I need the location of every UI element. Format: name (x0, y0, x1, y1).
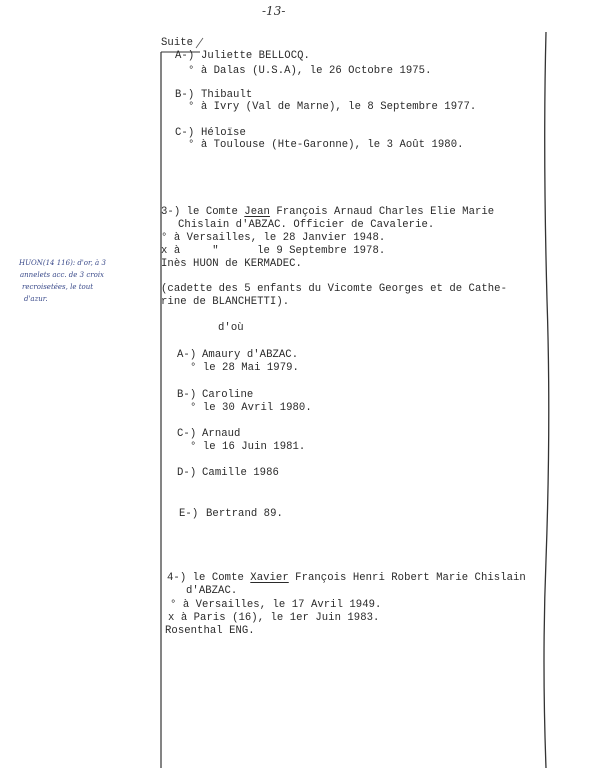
child-c-label: C-) (175, 127, 195, 139)
e3-child-a-birth: ° le 28 Mai 1979. (190, 362, 299, 374)
entry4-birth: ° à Versailles, le 17 Avril 1949. (170, 599, 382, 611)
e3-child-b-birth: ° le 30 Avril 1980. (190, 402, 312, 414)
entry3-prefix: 3-) le Comte (161, 206, 245, 218)
child-b-label: B-) (175, 89, 195, 101)
e3-child-a-label: A-) (177, 349, 197, 361)
entry4-spouse: Rosenthal ENG. (165, 625, 255, 637)
entry3-spouse: Inès HUON de KERMADEC. (161, 258, 302, 270)
e3-child-b-label: B-) (177, 389, 197, 401)
child-c-name: Héloïse (201, 127, 246, 139)
page-number: -13- (262, 4, 286, 18)
entry3-note-line1: (cadette des 5 enfants du Vicomte Georges et de Cathe- (161, 283, 507, 295)
entry4-line1 (167, 572, 526, 585)
child-c-birth: ° à Toulouse (Hte-Garonne), le 3 Août 1980. (188, 139, 464, 151)
entry4-marriage: x à Paris (16), le 1er Juin 1983. (168, 612, 380, 624)
child-a-birth: ° à Dalas (U.S.A), le 26 Octobre 1975. (188, 65, 432, 77)
child-a-name: Juliette BELLOCQ. (201, 50, 310, 62)
margin-note-line3: recroisetées, le tout (22, 283, 94, 291)
suite-header: Suite (161, 37, 194, 49)
entry4-line2: d'ABZAC. (186, 585, 238, 597)
e3-child-d-name: Camille 1986 (202, 467, 279, 479)
entry3-line2: Chislain d'ABZAC. Officier de Cavalerie. (178, 219, 435, 231)
entry3-rest: François Arnaud Charles Elie Marie (269, 206, 495, 218)
entry3-first-name: Jean (244, 206, 270, 218)
entry4-prefix: 4-) le Comte (167, 572, 251, 584)
child-a-label: A-) (175, 50, 195, 62)
margin-note-line4: d'azur. (24, 295, 48, 303)
entry3-birth: ° à Versailles, le 28 Janvier 1948. (161, 232, 386, 244)
child-b-name: Thibault (201, 89, 253, 101)
entry3-note-line2: rine de BLANCHETTI). (161, 296, 290, 308)
entry4-first-name: Xavier (250, 572, 289, 584)
e3-child-b-name: Caroline (202, 389, 254, 401)
e3-child-c-birth: ° le 16 Juin 1981. (190, 441, 306, 453)
e3-child-a-name: Amaury d'ABZAC. (202, 349, 299, 361)
margin-note-line2: annelets acc. de 3 croix (20, 271, 105, 279)
child-b-birth: ° à Ivry (Val de Marne), le 8 Septembre 1977. (188, 101, 477, 113)
entry3-dou: d'où (218, 322, 244, 334)
entry3-line1 (161, 206, 494, 219)
margin-note-line1: HUON(14 116): d'or, à 3 (19, 259, 106, 267)
entry3-marriage: x à " le 9 Septembre 1978. (161, 245, 386, 257)
e3-child-d-label: D-) (177, 467, 197, 479)
e3-child-e-name: Bertrand 89. (206, 508, 283, 520)
e3-child-c-name: Arnaud (202, 428, 241, 440)
e3-child-c-label: C-) (177, 428, 197, 440)
entry4-rest: François Henri Robert Marie Chislain (288, 572, 526, 584)
e3-child-e-label: E-) (179, 508, 199, 520)
